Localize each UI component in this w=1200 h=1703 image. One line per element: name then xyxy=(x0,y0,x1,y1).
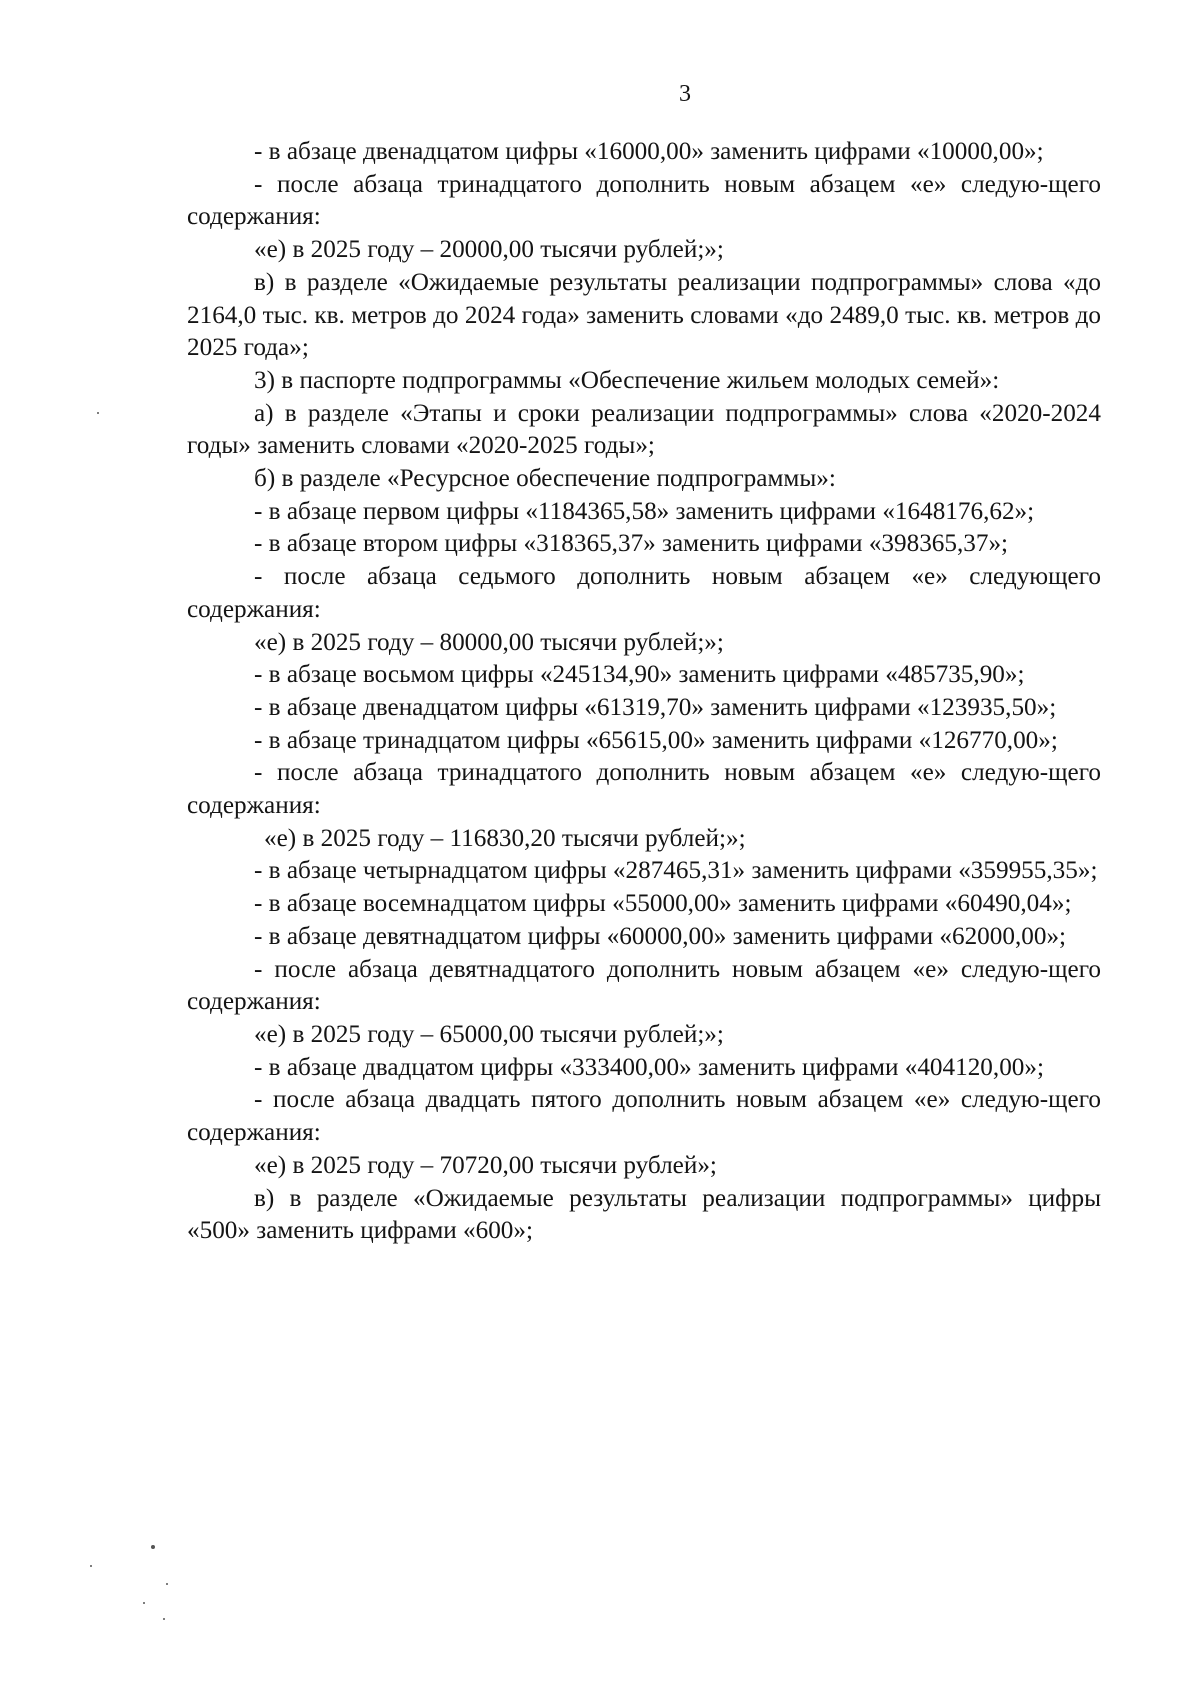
paragraph: - в абзаце двенадцатом цифры «61319,70» заменить цифрами «123935,50»; xyxy=(254,693,1057,721)
scan-speck xyxy=(90,1565,92,1567)
scan-speck xyxy=(166,1583,168,1585)
paragraph: «е) в 2025 году – 116830,20 тысячи рублей;»; xyxy=(264,824,746,852)
paragraph: - в абзаце двенадцатом цифры «16000,00» заменить цифрами «10000,00»; xyxy=(254,138,1044,165)
scan-speck xyxy=(151,1545,155,1549)
paragraph: «е) в 2025 году – 65000,00 тысячи рублей;»; xyxy=(254,1020,724,1048)
paragraph: - в абзаце восьмом цифры «245134,90» заменить цифрами «485735,90»; xyxy=(254,661,1025,689)
paragraph: - в абзаце первом цифры «1184365,58» заменить цифрами «1648176,62»; xyxy=(254,497,1035,525)
paragraph: б) в разделе «Ресурсное обеспечение подпрограммы»: xyxy=(254,465,836,493)
paragraph: - в абзаце девятнадцатом цифры «60000,00» заменить цифрами «62000,00»; xyxy=(254,922,1067,950)
paragraph: - в абзаце тринадцатом цифры «65615,00» заменить цифрами «126770,00»; xyxy=(254,726,1058,754)
paragraph: - после абзаца тринадцатого дополнить новым абзацем «е» следую-щего содержания: xyxy=(187,759,1101,820)
paragraph: - после абзаца двадцать пятого дополнить новым абзацем «е» следую-щего содержания: xyxy=(187,1086,1101,1147)
paragraph: - после абзаца седьмого дополнить новым абзацем «е» следующего содержания: xyxy=(187,563,1101,623)
paragraph: а) в разделе «Этапы и сроки реализации подпрограммы» слова «2020-2024 годы» заменить словами «2020-2025 годы»; xyxy=(187,399,1101,460)
page-number: 3 xyxy=(679,81,691,107)
paragraph: - в абзаце восемнадцатом цифры «55000,00» заменить цифрами «60490,04»; xyxy=(254,890,1072,918)
paragraph: в) в разделе «Ожидаемые результаты реализации подпрограммы» слова «до 2164,0 тыс. кв. метров до 2024 года» заменить словами «до 2489,0 тыс. кв. метров до 2025 года»; xyxy=(187,268,1101,362)
scan-speck xyxy=(97,412,99,414)
scan-speck xyxy=(143,1602,145,1604)
paragraph: в) в разделе «Ожидаемые результаты реализации подпрограммы» цифры «500» заменить цифрами «600»; xyxy=(187,1184,1101,1245)
paragraph: - после абзаца тринадцатого дополнить новым абзацем «е» следую-щего содержания: xyxy=(187,170,1101,231)
paragraph: - в абзаце двадцатом цифры «333400,00» заменить цифрами «404120,00»; xyxy=(254,1053,1044,1081)
paragraph: «е) в 2025 году – 20000,00 тысячи рублей;»; xyxy=(254,236,724,264)
paragraph: 3) в паспорте подпрограммы «Обеспечение жильем молодых семей»: xyxy=(254,366,1000,394)
document-body xyxy=(187,136,1101,1248)
paragraph: «е) в 2025 году – 80000,00 тысячи рублей;»; xyxy=(254,628,724,656)
scan-speck xyxy=(163,1618,165,1620)
paragraph: «е) в 2025 году – 70720,00 тысячи рублей»; xyxy=(254,1151,717,1179)
paragraph: - в абзаце четырнадцатом цифры «287465,31» заменить цифрами «359955,35»; xyxy=(254,857,1098,885)
paragraph: - после абзаца девятнадцатого дополнить новым абзацем «е» следую-щего содержания: xyxy=(187,955,1101,1016)
paragraph: - в абзаце втором цифры «318365,37» заменить цифрами «398365,37»; xyxy=(254,530,1009,558)
